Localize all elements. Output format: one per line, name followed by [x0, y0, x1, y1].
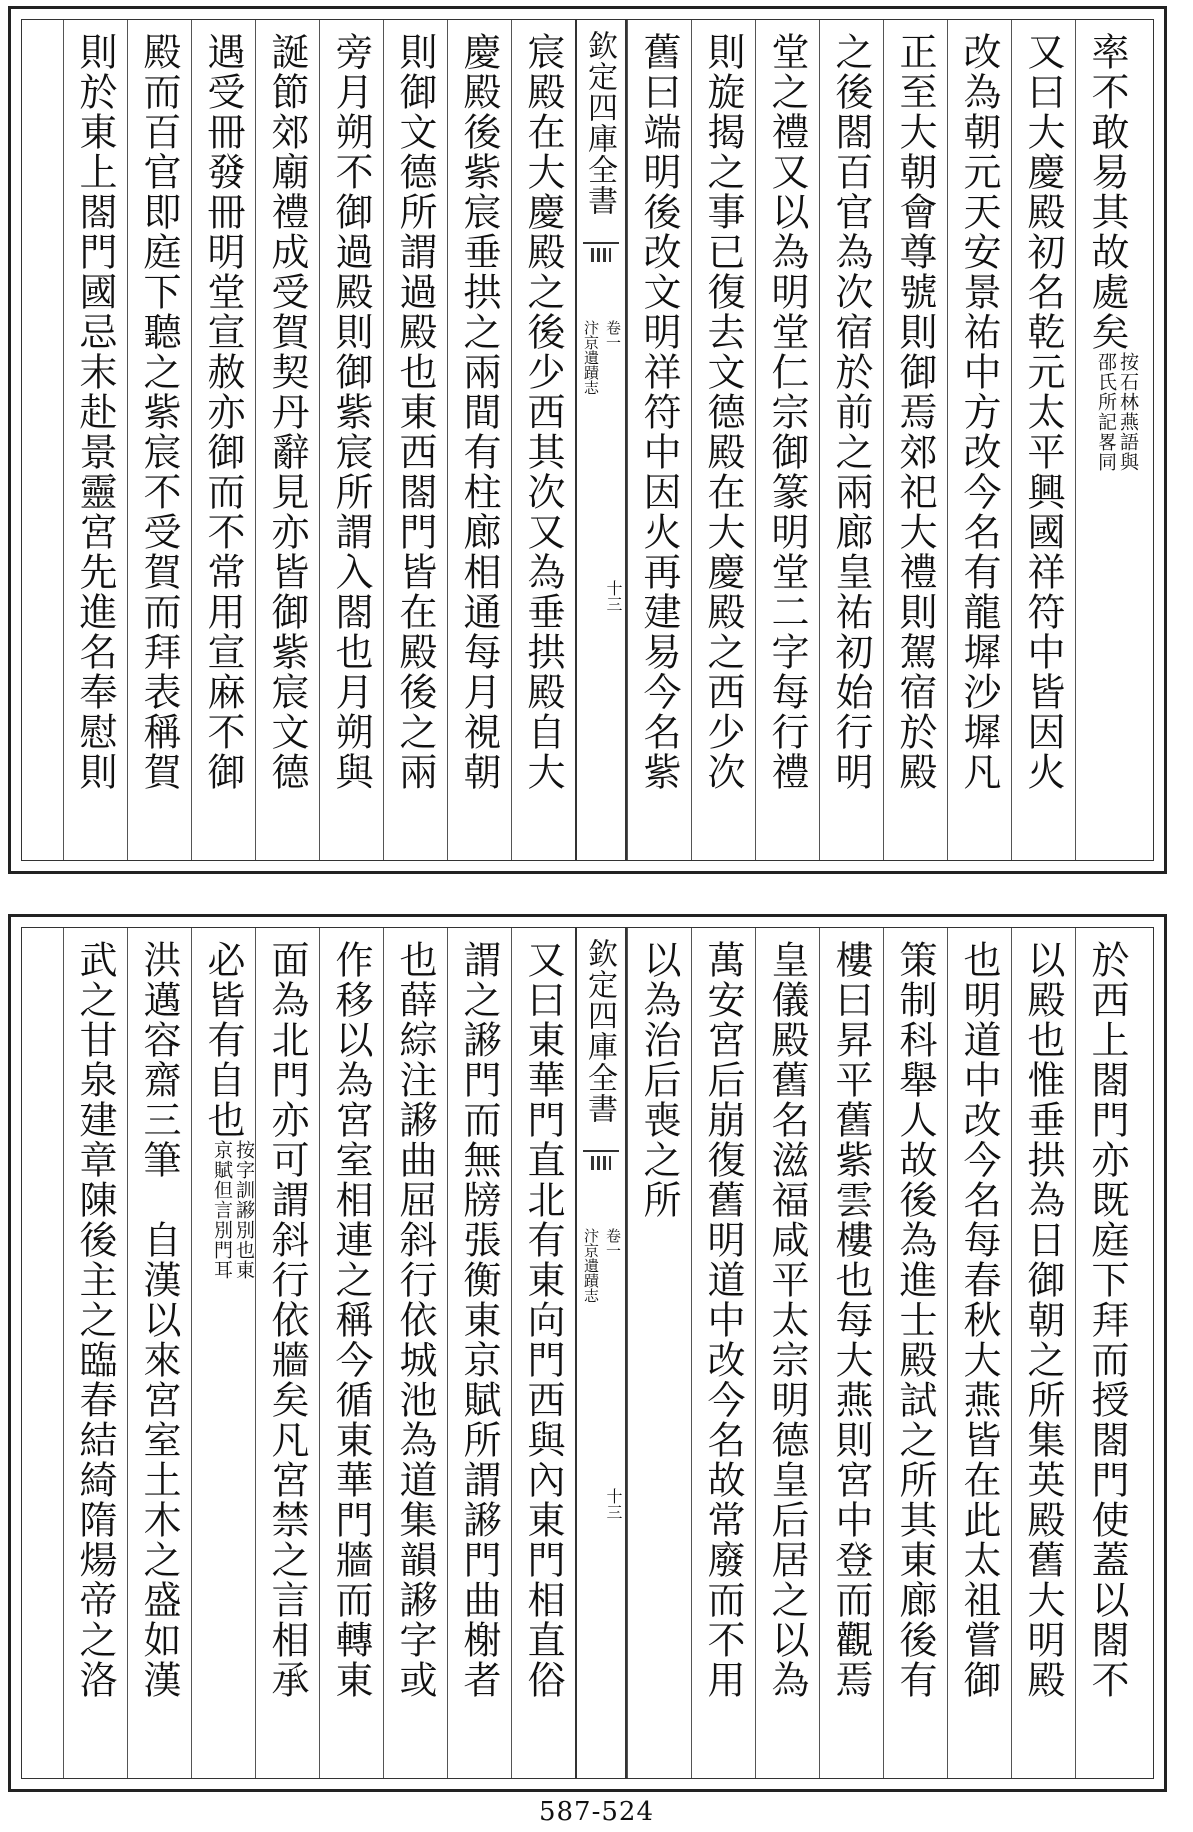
text-column: [627, 928, 691, 1778]
annotation-line: 京賦但言別門耳: [211, 1140, 233, 1280]
text-column: [447, 20, 511, 860]
text-column: [1011, 20, 1075, 860]
folio-number: 十三: [604, 1488, 623, 1520]
column-text: 作移以為宮室相連之稱今循東華門牆而轉東: [329, 940, 373, 1700]
column-text: 遇受冊發冊明堂宣赦亦御而不常用宣麻不御: [201, 32, 245, 792]
page-top-frame: [21, 19, 1154, 861]
page-bottom-columns: [22, 928, 1153, 1778]
text-column: [255, 928, 319, 1778]
text-column: [383, 928, 447, 1778]
column-text: 又曰大慶殿初名乾元太平興國祥符中皆因火: [1021, 32, 1065, 792]
column-text: 萬安宮后崩復舊明道中改今名故常廢而不用: [701, 940, 745, 1700]
text-column: [63, 928, 127, 1778]
text-column: [1075, 20, 1139, 860]
center-margin: [575, 20, 627, 860]
text-column: [383, 20, 447, 860]
text-column: [447, 928, 511, 1778]
column-text: 旁月朔不御過殿則御紫宸所謂入閤也月朔與: [329, 32, 373, 792]
fish-tail-icon: [583, 242, 619, 278]
text-column: [883, 928, 947, 1778]
text-column: [1011, 928, 1075, 1778]
column-text: 謂之謻門而無牓張衡東京賦所謂謻門曲榭者: [457, 940, 501, 1700]
text-column: [127, 928, 191, 1778]
column-text: 樓曰昇平舊紫雲樓也每大燕則宮中登而觀焉: [829, 940, 873, 1700]
column-text: 舊曰端明後改文明祥符中因火再建易今名紫: [637, 32, 681, 792]
column-text: 於西上閤門亦既庭下拜而授閤門使蓋以閤不: [1085, 940, 1129, 1700]
text-column: [755, 928, 819, 1778]
column-text: 也明道中改今名每春秋大燕皆在此太祖嘗御: [957, 940, 1001, 1700]
text-column: [819, 928, 883, 1778]
column-text: 正至大朝會尊號則御焉郊祀大禮則駕宿於殿: [893, 32, 937, 792]
page-bottom-frame: [21, 927, 1154, 1779]
column-text: 皇儀殿舊名滋福咸平太宗明德皇后居之以為: [765, 940, 809, 1700]
work-title: 汴京遺蹟志: [582, 320, 600, 395]
column-text: 改為朝元天安景祐中方改今名有龍墀沙墀凡: [957, 32, 1001, 792]
text-column: [819, 20, 883, 860]
column-text: 以殿也惟垂拱為日御朝之所集英殿舊大明殿: [1021, 940, 1065, 1700]
text-column: [319, 928, 383, 1778]
column-text: 必皆有自也: [201, 940, 245, 1140]
text-column: [511, 928, 575, 1778]
text-column: [947, 20, 1011, 860]
center-margin: [575, 928, 627, 1778]
text-column: [63, 20, 127, 860]
page-top-columns: [22, 20, 1153, 860]
column-text: 則於東上閤門國忌末赴景靈宮先進名奉慰則: [73, 32, 117, 792]
text-column: [883, 20, 947, 860]
column-text: 策制科舉人故後為進士殿試之所其東廊後有: [893, 940, 937, 1700]
column-text: 則御文德所謂過殿也東西閤門皆在殿後之兩: [393, 32, 437, 792]
folio-number: 十三: [604, 580, 623, 612]
column-text: 率不敢易其故處矣: [1085, 32, 1129, 352]
column-text: 洪邁容齋三筆 自漢以來宮室土木之盛如漢: [137, 940, 181, 1700]
column-text: 武之甘泉建章陳後主之臨春結綺隋煬帝之洛: [73, 940, 117, 1700]
column-text: 以為治后喪之所: [637, 940, 681, 1220]
column-text: 宸殿在大慶殿之後少西其次又為垂拱殿自大: [521, 32, 565, 792]
annotation-line: 按石林燕語與: [1117, 352, 1139, 472]
text-column: [627, 20, 691, 860]
text-column: [191, 928, 255, 1778]
book-title: 欽定四庫全書: [582, 938, 617, 1124]
column-text: 也薛綜注謻曲屈斜行依城池為道集韻謻字或: [393, 940, 437, 1700]
text-column: [1075, 928, 1139, 1778]
column-text: 則旋揭之事已復去文德殿在大慶殿之西少次: [701, 32, 745, 792]
column-text: 之後閤百官為次宿於前之兩廊皇祐初始行明: [829, 32, 873, 792]
work-title: 汴京遺蹟志: [582, 1228, 600, 1303]
column-text: 誕節郊廟禮成受賀契丹辭見亦皆御紫宸文德: [265, 32, 309, 792]
column-text: 面為北門亦可謂斜行依牆矣凡宮禁之言相承: [265, 940, 309, 1700]
annotation-line: 邵氏所記畧同: [1095, 352, 1117, 472]
column-text: 殿而百官即庭下聽之紫宸不受賀而拜表稱賀: [137, 32, 181, 792]
page-number: 587-524: [538, 1797, 655, 1827]
text-column: [319, 20, 383, 860]
text-column: [127, 20, 191, 860]
column-text: 堂之禮又以為明堂仁宗御篆明堂二字每行禮: [765, 32, 809, 792]
text-column: [511, 20, 575, 860]
text-column: [691, 20, 755, 860]
fish-tail-icon: [583, 1150, 619, 1186]
book-title: 欽定四庫全書: [582, 30, 617, 216]
column-text: 慶殿後紫宸垂拱之兩間有柱廊相通每月視朝: [457, 32, 501, 792]
text-column: [755, 20, 819, 860]
page-bottom: [8, 914, 1167, 1792]
column-text: 又曰東華門直北有東向門西與內東門相直俗: [521, 940, 565, 1700]
annotation-line: 按字訓謻別也東: [233, 1140, 255, 1280]
text-column: [255, 20, 319, 860]
annotation-note: [211, 1140, 255, 1280]
text-column: [691, 928, 755, 1778]
page-top: [8, 6, 1167, 874]
text-column: [191, 20, 255, 860]
text-column: [947, 928, 1011, 1778]
volume-label: 卷一: [604, 1228, 622, 1258]
volume-label: 卷一: [604, 320, 622, 350]
annotation-note: [1095, 352, 1139, 472]
